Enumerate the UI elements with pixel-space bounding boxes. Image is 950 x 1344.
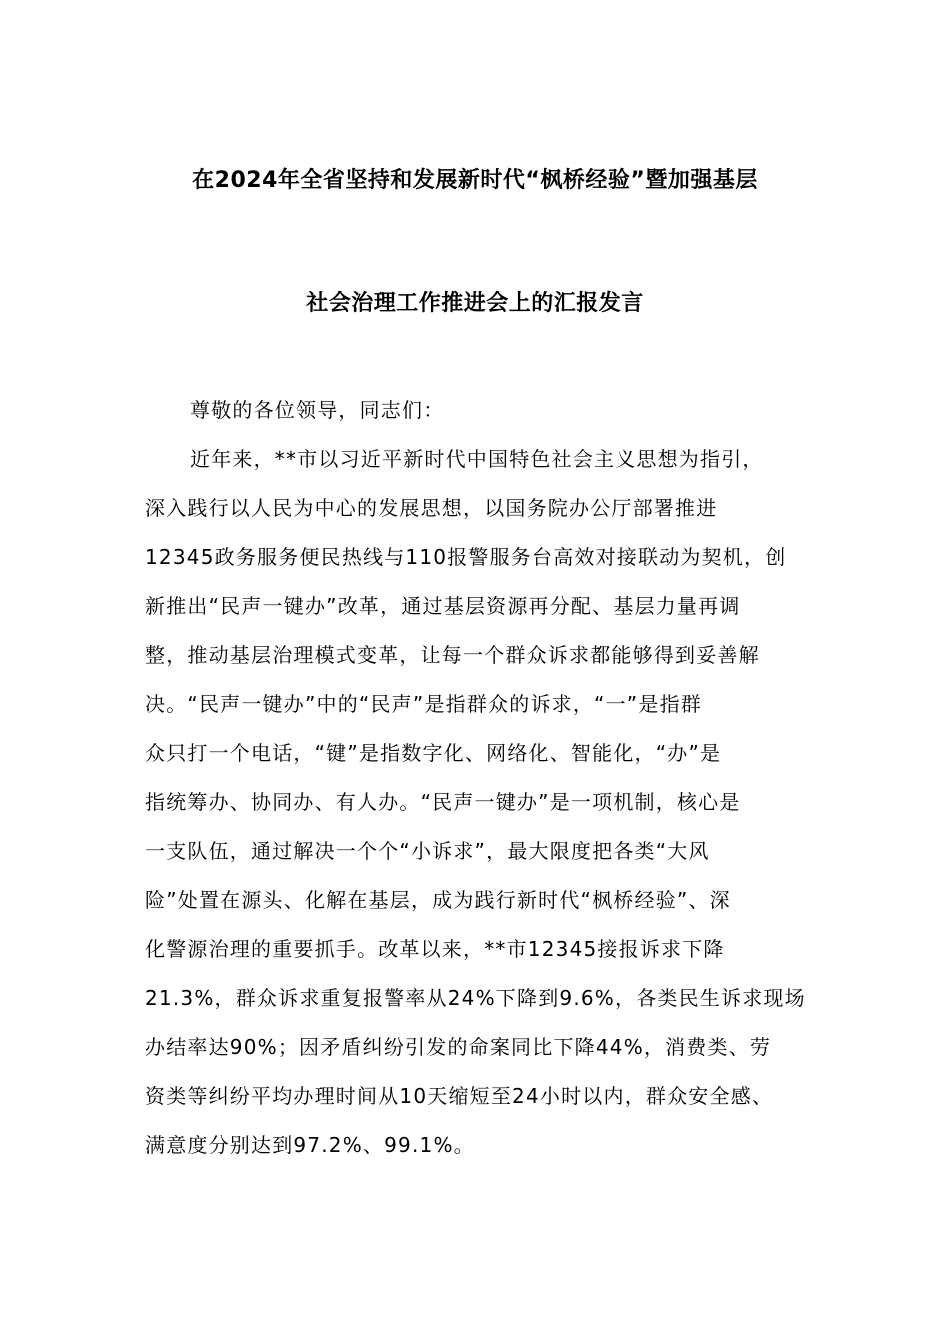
- paragraph-line: 险”处置在源头、化解在基层，成为践行新时代“枫桥经验”、深: [145, 888, 731, 912]
- salutation: 尊敬的各位领导，同志们：: [190, 398, 445, 422]
- paragraph-line: 众只打一个电话，“键”是指数字化、网络化、智能化，“办”是: [145, 741, 722, 765]
- document-title-line-1: 在2024年全省坚持和发展新时代“枫桥经验”暨加强基层: [192, 168, 758, 193]
- paragraph-line: 深入践行以人民为中心的发展思想，以国务院办公厅部署推进: [145, 496, 718, 520]
- paragraph-line: 满意度分别达到97.2%、99.1%。: [145, 1133, 475, 1157]
- paragraph-line: 资类等纠纷平均办理时间从10天缩短至24小时以内，群众安全感、: [145, 1084, 774, 1108]
- paragraph-line: 化警源治理的重要抓手。改革以来，**市12345接报诉求下降: [145, 937, 725, 961]
- paragraph-line: 整，推动基层治理模式变革，让每一个群众诉求都能够得到妥善解: [145, 643, 760, 667]
- document-title-line-2: 社会治理工作推进会上的汇报发言: [306, 291, 644, 316]
- paragraph-line: 办结率达90%；因矛盾纠纷引发的命案同比下降44%，消费类、劳: [145, 1035, 772, 1059]
- paragraph-line: 一支队伍，通过解决一个个“小诉求”，最大限度把各类“大风: [145, 839, 710, 863]
- paragraph-line: 21.3%，群众诉求重复报警率从24%下降到9.6%，各类民生诉求现场: [145, 986, 806, 1010]
- body-paragraph: [145, 435, 805, 1170]
- paragraph-line: 新推出“民声一键办”改革，通过基层资源再分配、基层力量再调: [145, 594, 741, 618]
- paragraph-line: 近年来，**市以习近平新时代中国特色社会主义思想为指引，: [190, 447, 764, 471]
- paragraph-line: 决。“民声一键办”中的“民声”是指群众的诉求，“一”是指群: [145, 692, 702, 716]
- paragraph-line: 12345政务服务便民热线与110报警服务台高效对接联动为契机，创: [145, 545, 787, 569]
- paragraph-line: 指统筹办、协同办、有人办。“民声一键办”是一项机制，核心是: [145, 790, 741, 814]
